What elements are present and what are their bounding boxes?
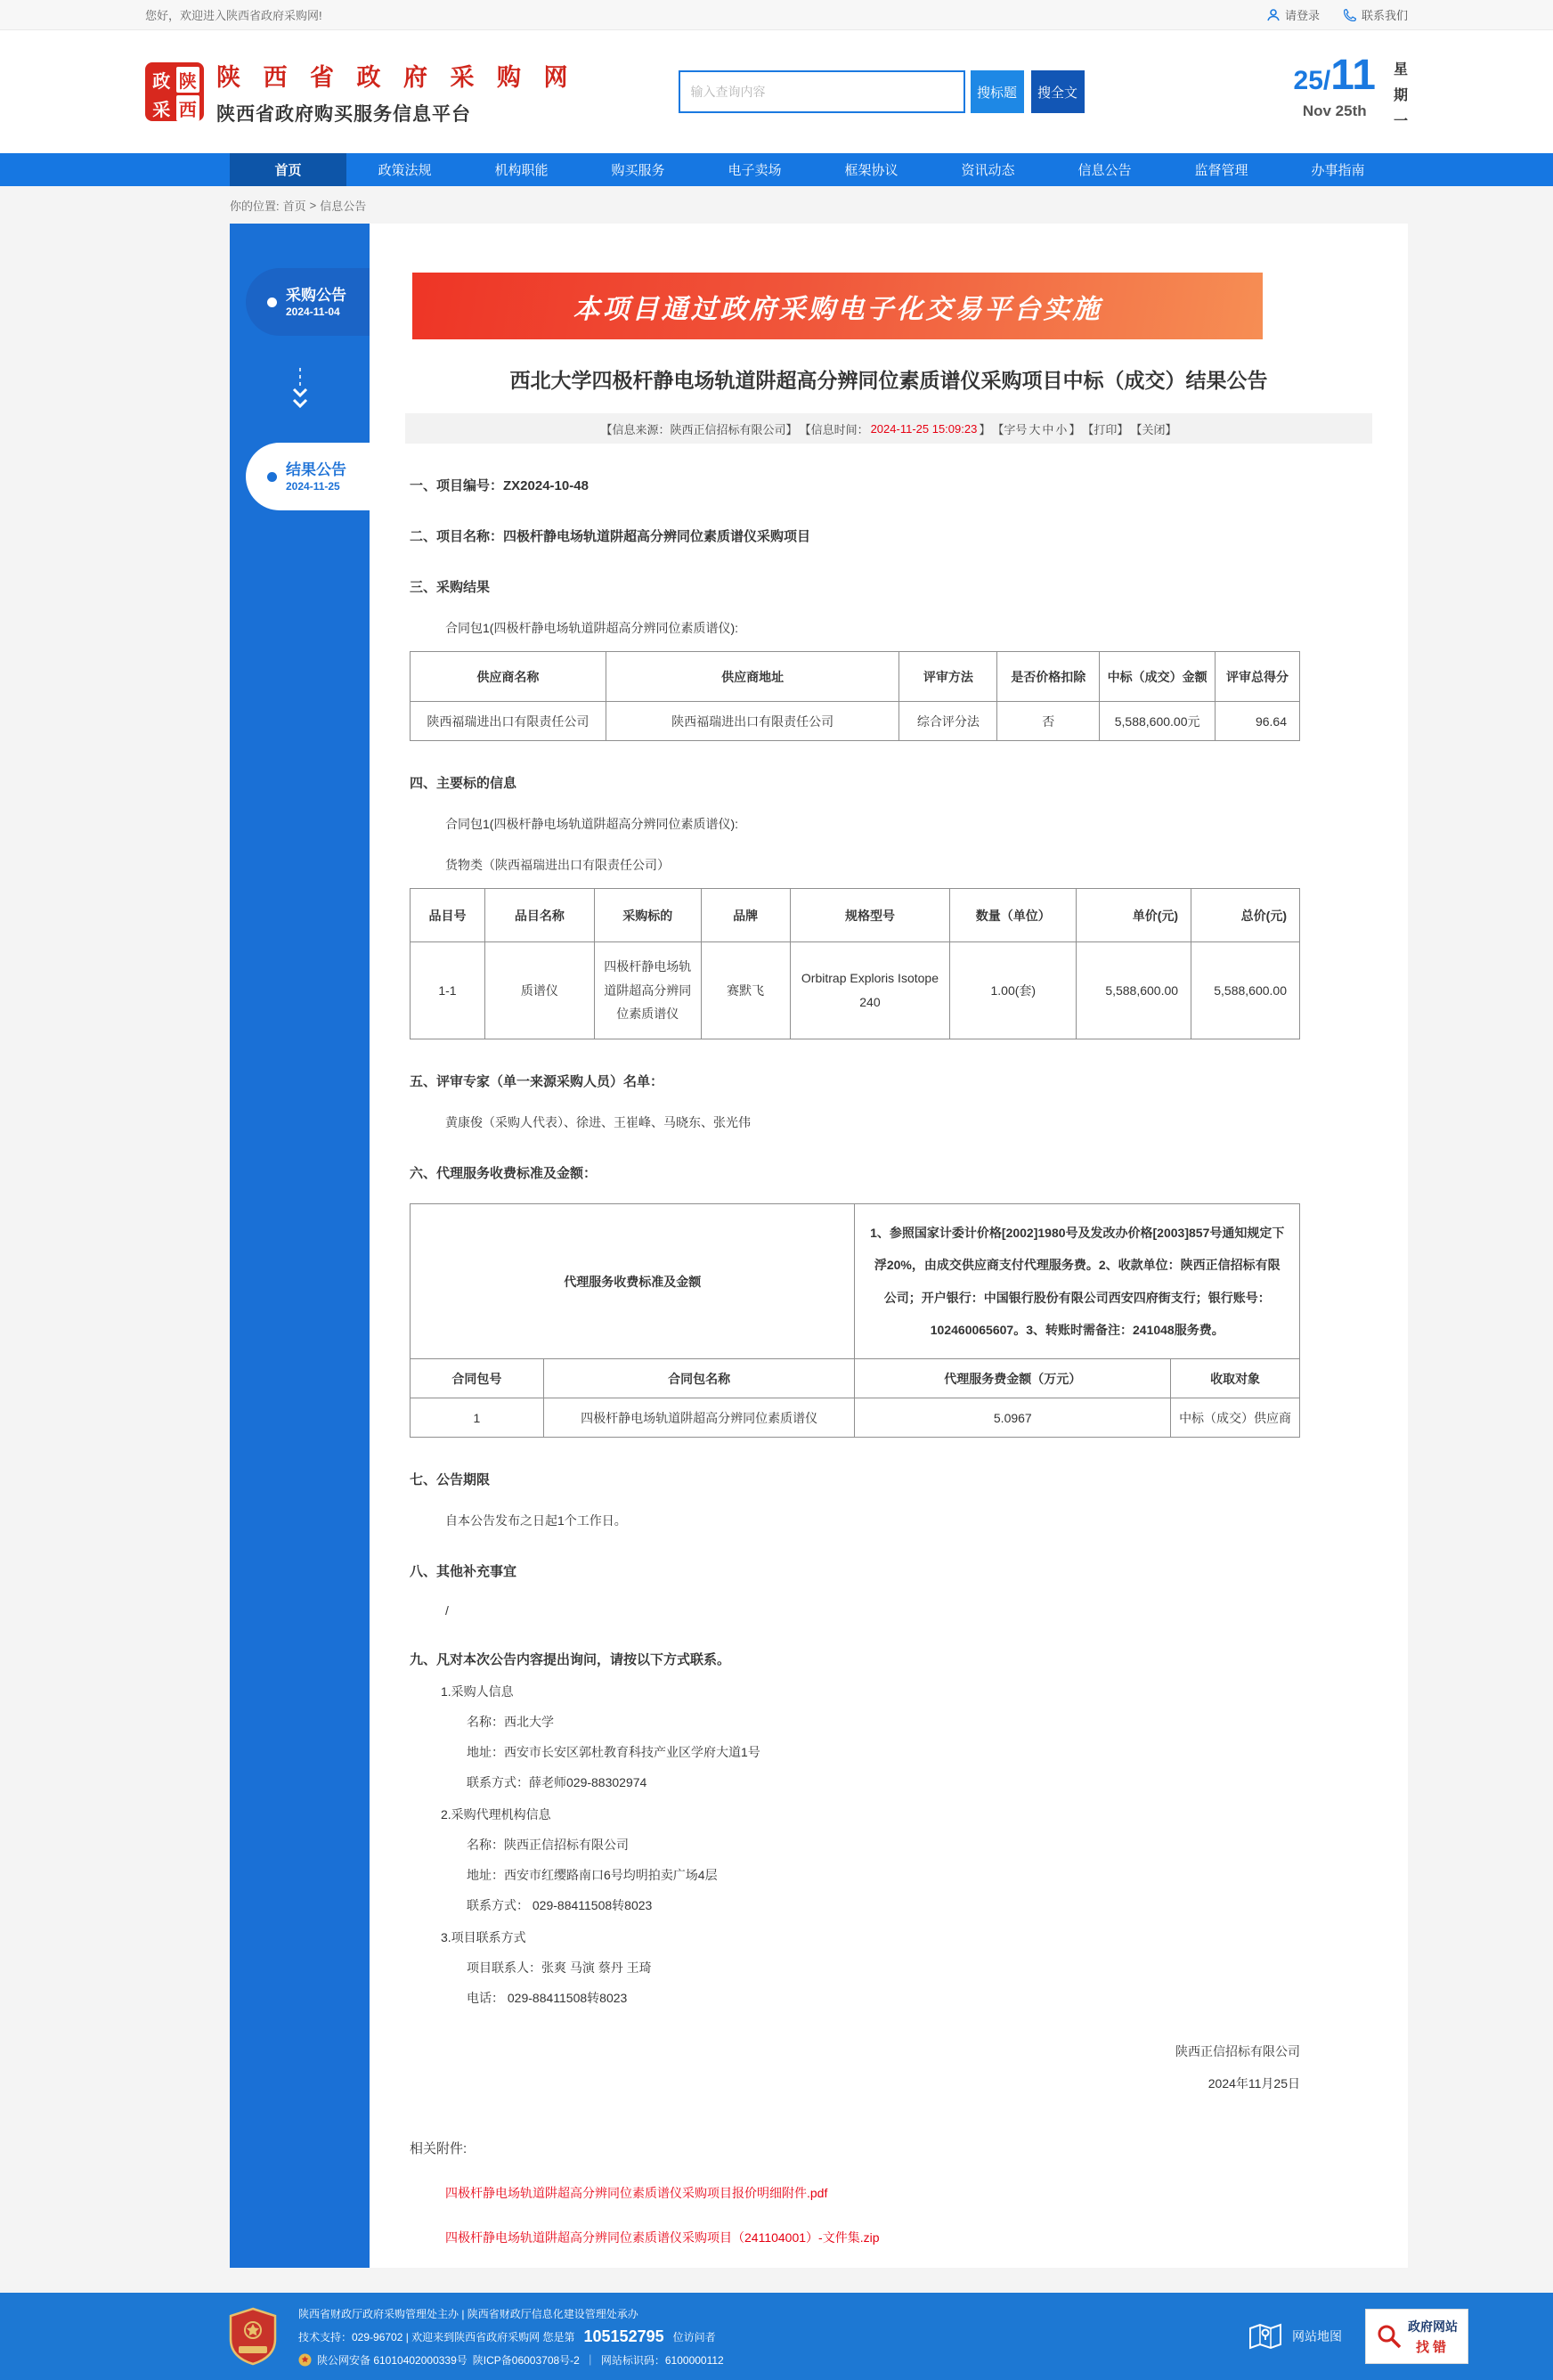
article-panel — [370, 224, 1408, 2268]
meta-time-suffix: 】 — [979, 422, 991, 436]
article-meta-bar — [405, 413, 1372, 444]
table-header-row: 合同包号 合同包名称 代理服务费金额（万元） 收取对象 — [411, 1359, 1300, 1398]
package-line: 合同包1(四极杆静电场轨道阱超高分辨同位素质谱仪): — [445, 817, 738, 831]
agent-contact: 联系方式： 029-88411508转8023 — [467, 1898, 653, 1913]
date-widget: 25/11 Nov 25th 星 期 一 — [1293, 51, 1408, 129]
gov-site-error-badge[interactable]: 政府网站 找错 — [1365, 2309, 1468, 2364]
fontsize-small-button[interactable]: 小 — [1055, 422, 1068, 436]
section-contact-info: 九、凡对本次公告内容提出询问，请按以下方式联系。 — [410, 1652, 731, 1668]
section-other-matters: 八、其他补充事宜 — [410, 1564, 517, 1580]
search-title-button[interactable]: 搜标题 — [971, 70, 1024, 113]
date-weekday: 星 期 一 — [1393, 61, 1408, 129]
meta-fontsize-label: 【字号 — [992, 422, 1028, 436]
period-text: 自本公告发布之日起1个工作日。 — [445, 1513, 627, 1528]
section-agency-fee: 六、代理服务收费标准及金额： — [410, 1165, 598, 1181]
buyer-contact: 联系方式：薛老师029-88302974 — [467, 1775, 647, 1790]
user-icon — [1266, 8, 1281, 22]
nav-item-e-marketplace[interactable]: 电子卖场 — [728, 163, 782, 178]
topbar — [0, 0, 1553, 30]
meta-time-prefix: 【信息时间： — [799, 422, 869, 436]
fontsize-large-button[interactable]: 大 — [1029, 422, 1041, 436]
site-logo[interactable] — [145, 58, 576, 126]
table-row: 1-1 质谱仪 四极杆静电场轨道阱超高分辨同位素质谱仪 赛默飞 Orbitrap Exploris Isotope 240 1.00(套) 5,588,600.00 5,588,600.00 — [411, 942, 1300, 1039]
date-day: 25 — [1293, 65, 1323, 95]
gov-emblem-icon — [227, 2307, 279, 2366]
attachment-pdf-link[interactable]: 四极杆静电场轨道阱超高分辨同位素质谱仪采购项目报价明细附件.pdf — [445, 2186, 828, 2201]
meta-time-value: 2024-11-25 15:09:23 — [870, 421, 978, 436]
footer-beian-line: 陕公网安备 61010402000339号 陕ICP备06003708号-2 ｜ 网站标识码：6100000112 — [298, 2352, 724, 2368]
nav-item-framework[interactable]: 框架协议 — [844, 163, 898, 178]
beian-gongan[interactable]: 陕公网安备 61010402000339号 — [317, 2353, 468, 2367]
agent-heading: 2.采购代理机构信息 — [441, 1807, 551, 1822]
breadcrumb-home[interactable]: 首页 — [282, 199, 306, 213]
result-table — [410, 651, 1300, 741]
section-main-subject-info: 四、主要标的信息 — [410, 776, 517, 791]
agent-name: 名称：陕西正信招标有限公司 — [467, 1838, 629, 1853]
fee-merged-row: 代理服务收费标准及金额 1、参照国家计委计价格[2002]1980号及发改办价格[2003]857号通知规定下浮20%，由成交供应商支付代理服务费。2、收款单位：陕西正信招标有限公司；开户银行：中国银行股份有限公司西安四府街支行；银行账号：102460065607。3、转账时需备注：241048服务费。 — [411, 1203, 1300, 1359]
agent-address: 地址：西安市红缨路南口6号均明拍卖广场4层 — [467, 1868, 718, 1883]
nav-item-purchase-services[interactable]: 购买服务 — [611, 163, 665, 178]
signature-block — [410, 2042, 1300, 2092]
nav-item-announcements[interactable]: 信息公告 — [1077, 163, 1132, 178]
signature-company: 陕西正信招标有限公司 — [1175, 2044, 1300, 2059]
close-button[interactable]: 【关闭】 — [1130, 422, 1177, 436]
nav-item-functions[interactable]: 机构职能 — [494, 163, 549, 178]
search-area — [679, 70, 1085, 113]
package-line: 合同包1(四极杆静电场轨道阱超高分辨同位素质谱仪): — [445, 621, 738, 635]
table-header-row: 品目号 品目名称 采购标的 品牌 规格型号 数量（单位） 单价(元) 总价(元) — [411, 889, 1300, 942]
phone-icon — [1343, 8, 1357, 22]
table-row: 陕西福瑞进出口有限责任公司 陕西福瑞进出口有限责任公司 综合评分法 否 5,588,600.00元 96.64 — [411, 702, 1300, 741]
buyer-heading: 1.采购人信息 — [441, 1684, 514, 1699]
attachments — [410, 2139, 1300, 2246]
flow-arrow-icon — [230, 336, 370, 443]
table-header-row: 供应商名称 供应商地址 评审方法 是否价格扣除 中标（成交）金额 评审总得分 — [411, 652, 1300, 702]
site-subtitle: 陕西省政府购买服务信息平台 — [216, 103, 471, 125]
timeline-sidebar — [230, 224, 370, 2268]
page-title: 西北大学四极杆静电场轨道阱超高分辨同位素质谱仪采购项目中标（成交）结果公告 — [509, 369, 1268, 392]
sitemap-link[interactable]: 网站地图 — [1248, 2321, 1342, 2351]
article-body — [410, 476, 1300, 2246]
footer-support-line: 技术支持：029-96702 | 欢迎来到陕西省政府采购网 您是第 105152795 位访问者 — [298, 2327, 716, 2345]
category-line: 货物类（陕西福瑞进出口有限责任公司） — [445, 858, 670, 872]
project-phone: 电话： 029-88411508转8023 — [467, 1991, 628, 2006]
breadcrumb — [0, 186, 1553, 224]
visitor-count: 105152795 — [583, 2327, 664, 2345]
print-button[interactable]: 【打印】 — [1082, 422, 1129, 436]
section-project-number: 一、项目编号：ZX2024-10-48 — [410, 478, 589, 493]
nav-item-guide[interactable]: 办事指南 — [1311, 163, 1365, 178]
sidebar-item-procurement-announcement[interactable]: 采购公告 2024-11-04 — [246, 268, 370, 336]
platform-banner: 本项目通过政府采购电子化交易平台实施 — [412, 273, 1263, 339]
date-english: Nov 25th — [1302, 102, 1367, 119]
map-icon — [1248, 2321, 1283, 2351]
nav-item-policies[interactable]: 政策法规 — [378, 163, 432, 178]
items-table — [410, 888, 1300, 1039]
table-row: 1 四极杆静电场轨道阱超高分辨同位素质谱仪 5.0967 中标（成交）供应商 — [411, 1398, 1300, 1438]
footer-sponsor-line: 陕西省财政厅政府采购管理处主办 | 陕西省财政厅信息化建设管理处承办 — [298, 2307, 638, 2320]
date-month: 11 — [1330, 51, 1376, 99]
timeline-dot-icon — [267, 472, 277, 482]
attachment-zip-link[interactable]: 四极杆静电场轨道阱超高分辨同位素质谱仪采购项目（241104001）-文件集.zip — [445, 2230, 880, 2246]
meta-fontsize-suffix: 】 — [1069, 422, 1081, 436]
nav-item-home[interactable]: 首页 — [230, 153, 346, 186]
nav-item-news[interactable]: 资讯动态 — [961, 163, 1015, 178]
main-area — [145, 224, 1408, 2268]
site-header — [0, 30, 1553, 153]
timeline-dot-icon — [267, 298, 277, 307]
section-project-name: 二、项目名称：四极杆静电场轨道阱超高分辨同位素质谱仪采购项目 — [410, 529, 811, 544]
welcome-text: 您好，欢迎进入陕西省政府采购网! — [145, 9, 322, 22]
buyer-address: 地址：西安市长安区郭杜教育科技产业区学府大道1号 — [467, 1745, 760, 1760]
site-code: 网站标识码：6100000112 — [600, 2353, 724, 2367]
site-name: 陕 西 省 政 府 采 购 网 — [216, 63, 576, 91]
site-footer — [0, 2293, 1553, 2380]
buyer-name: 名称：西北大学 — [467, 1715, 554, 1730]
section-experts: 五、评审专家（单一来源采购人员）名单： — [410, 1073, 664, 1089]
experts-names: 黄康俊（采购人代表）、徐进、王崔峰、马晓东、张光伟 — [445, 1114, 751, 1129]
agency-fee-table — [410, 1203, 1300, 1439]
beian-icp[interactable]: 陕ICP备06003708号-2 — [472, 2353, 580, 2367]
fontsize-medium-button[interactable]: 中 — [1042, 422, 1054, 436]
project-contacts: 项目联系人：张爽 马演 蔡丹 王琦 — [467, 1960, 652, 1976]
login-link[interactable]: 请登录 — [1266, 6, 1320, 23]
magnifier-icon — [1376, 2323, 1403, 2350]
search-fulltext-button[interactable]: 搜全文 — [1031, 70, 1085, 113]
contact-link[interactable]: 联系我们 — [1343, 6, 1408, 23]
search-input[interactable] — [679, 70, 965, 113]
main-nav — [0, 153, 1553, 186]
section-announcement-period: 七、公告期限 — [410, 1472, 491, 1488]
nav-item-supervision[interactable]: 监督管理 — [1194, 163, 1248, 178]
breadcrumb-sep: > — [309, 198, 317, 212]
beian-shield-icon — [298, 2353, 312, 2367]
attachments-label: 相关附件: — [410, 2141, 468, 2157]
project-contact-heading: 3.项目联系方式 — [441, 1930, 526, 1945]
sidebar-item-result-announcement[interactable]: 结果公告 2024-11-25 — [246, 443, 370, 510]
other-matters-text: / — [445, 1603, 449, 1618]
logo-seal-icon: 政 陕 采 西 — [145, 62, 204, 121]
signature-date: 2024年11月25日 — [1207, 2076, 1300, 2091]
breadcrumb-prefix: 你的位置: — [230, 199, 280, 213]
left-gutter — [145, 224, 230, 2268]
section-procurement-result: 三、采购结果 — [410, 580, 491, 595]
breadcrumb-current[interactable]: 信息公告 — [320, 199, 367, 213]
meta-source: 【信息来源：陕西正信招标有限公司】 — [600, 422, 798, 436]
